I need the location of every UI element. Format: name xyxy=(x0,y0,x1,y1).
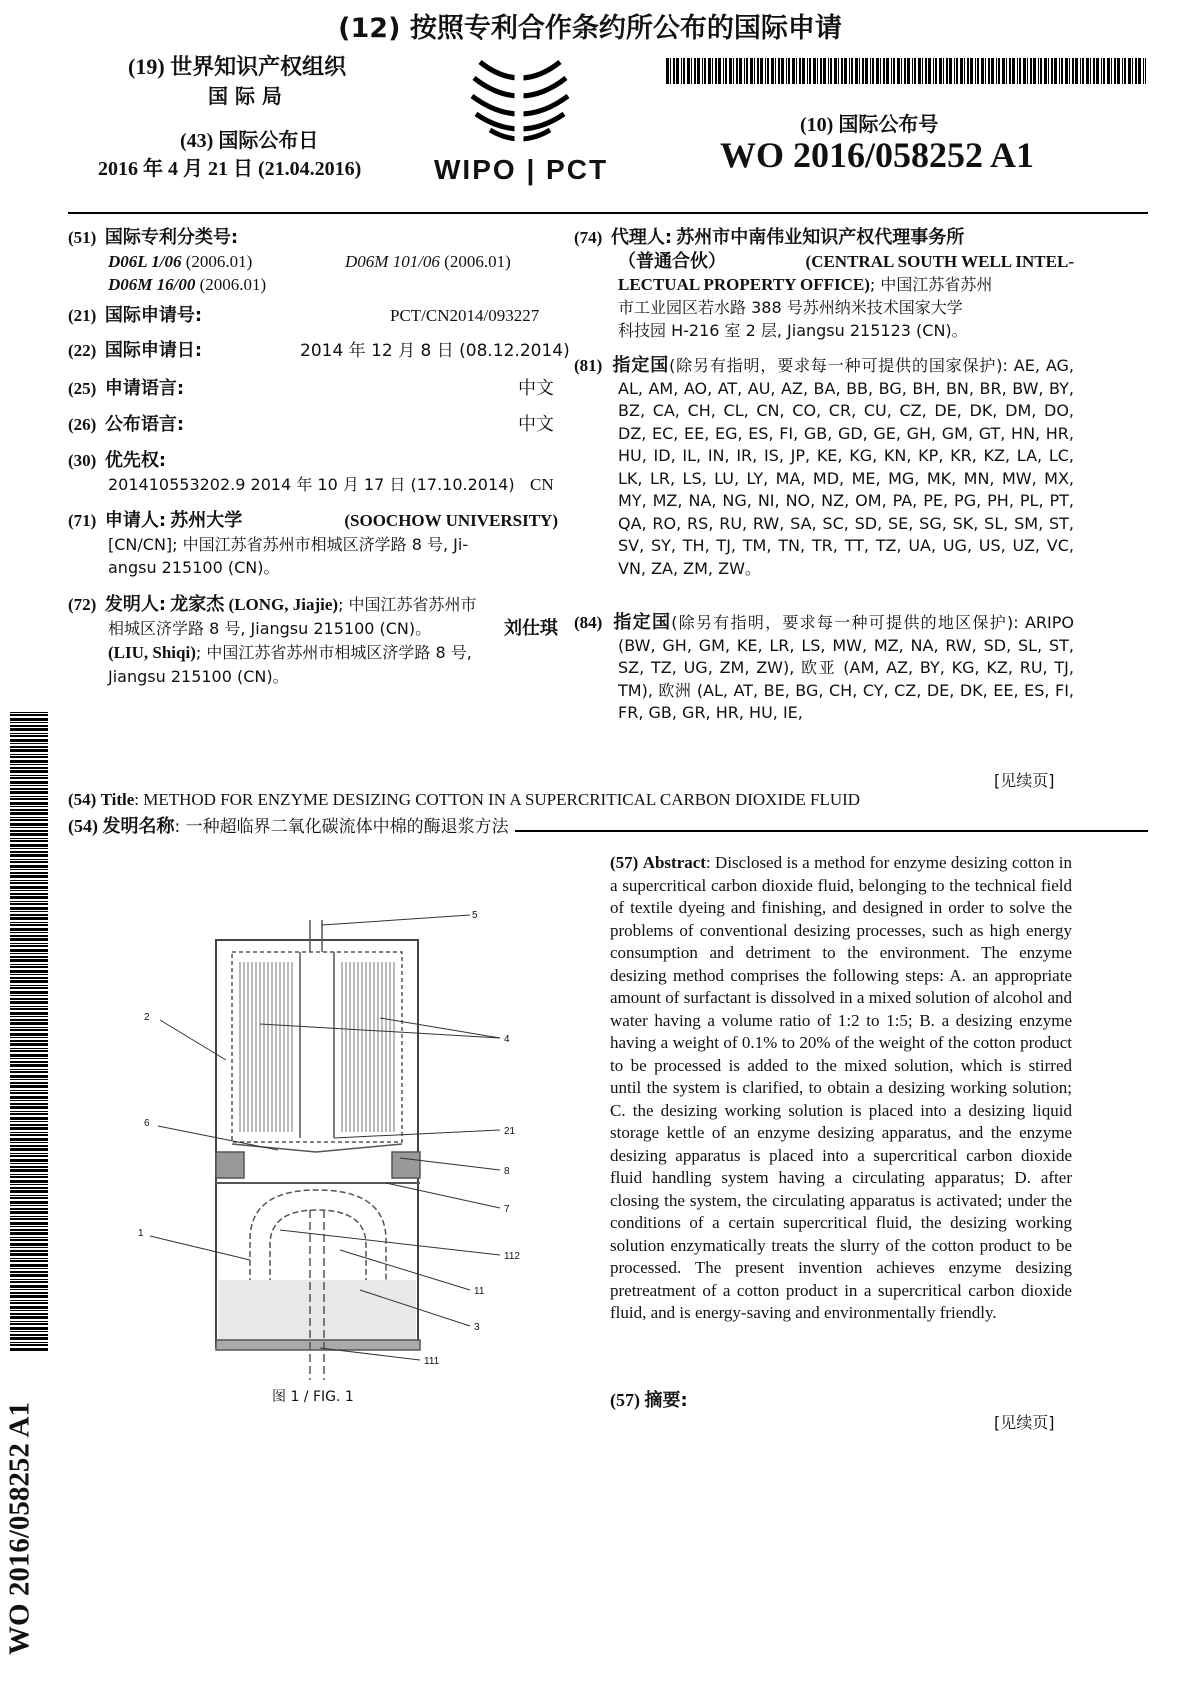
f51-class-3: D06M 16/00 (2006.01) xyxy=(108,275,267,294)
document-title: (12) 按照专利合作条约所公布的国际申请 xyxy=(338,13,842,44)
pub-date-label: (43) 国际公布日 xyxy=(180,128,319,152)
figure-label-7: 7 xyxy=(504,1204,510,1215)
barcode-icon xyxy=(666,58,1146,84)
figure-label-1: 1 xyxy=(138,1228,144,1239)
f72-line-3: (LIU, Shiqi); 中国江苏省苏州市相城区济学路 8 号, xyxy=(108,643,472,662)
field-22-value: 2014 年 12 月 8 日 (08.12.2014) xyxy=(300,341,570,361)
f51-class-2: D06M 101/06 (2006.01) xyxy=(345,252,511,271)
figure-label-111: 111 xyxy=(424,1356,440,1367)
field-22-label: (22) 国际申请日: xyxy=(68,340,203,361)
figure-label-6: 6 xyxy=(144,1118,150,1129)
f71-line-2: [CN/CN]; 中国江苏省苏州市相城区济学路 8 号, Ji- xyxy=(108,535,469,554)
f74-line-4: 市工业园区若水路 388 号苏州纳米技术国家大学 xyxy=(618,298,963,317)
field-21-label: (21) 国际申请号: xyxy=(68,305,203,326)
org-sub: 国 际 局 xyxy=(208,84,282,108)
field-84: (84) 指定国(除另有指明，要求每一种可提供的地区保护): ARIPO (BW, GH, GM, KE, LR, LS, MW, MZ, NA, RW, SD, SL, ST, SZ, TZ, UG, ZM, ZW), 欧亚 (AM, AZ, BY, KG, KZ, RU, TJ, TM), 欧洲 (AL, AT, BE, BG, CH, CY, CZ, DE, DK, EE, ES, FI, FR, GB, GR, HR, HU, IE, xyxy=(574,612,1074,722)
org-name: (19) 世界知识产权组织 xyxy=(128,54,347,80)
f74-line-2: （普通合伙） (CENTRAL SOUTH WELL INTEL- xyxy=(618,251,1074,272)
field-25-value: 中文 xyxy=(518,378,554,399)
figure-label-4: 4 xyxy=(504,1034,510,1045)
f72-line-4: Jiangsu 215100 (CN)。 xyxy=(108,667,289,686)
figure-label-2: 2 xyxy=(144,1012,150,1023)
field-74: (74) 代理人: 苏州市中南伟业知识产权代理事务所 xyxy=(574,227,965,248)
figure-1-diagram xyxy=(130,900,570,1380)
pub-no-value: WO 2016/058252 A1 xyxy=(720,135,1035,175)
logo-text: WIPO | PCT xyxy=(434,154,609,185)
field-51: (51) 国际专利分类号: xyxy=(68,227,239,248)
title-en: (54) Title: METHOD FOR ENZYME DESIZING COTTON IN A SUPERCRITICAL CARBON DIOXIDE FLUID xyxy=(68,790,861,809)
field-26-label: (26) 公布语言: xyxy=(68,414,185,435)
field-30-value: 201410553202.9 2014 年 10 月 17 日 (17.10.2014) xyxy=(108,475,515,494)
field-72: (72) 发明人: 龙家杰 (LONG, Jiajie); 中国江苏省苏州市 xyxy=(68,594,477,615)
field-81: (81) 指定国(除另有指明，要求每一种可提供的国家保护): AE, AG, AL, AM, AO, AT, AU, AZ, BA, BB, BG, BH, BN, BR, BW, BY, BZ, CA, CH, CL, CN, CO, CR, CU, CZ, DE, DK, DM, DO, DZ, EC, EE, EG, ES, FI, GB, GD, GE, GH, GM, GT, HN, HR, HU, ID, IL, IN, IR, IS, JP, KE, KG, KN, KP, KR, KZ, LA, LC, LK, LR, LS, LU, LY, MA, MD, ME, MG, MK, MN, MW, MX, MY, MZ, NA, NG, NI, NO, NZ, OM, PA, PE, PG, PH, PL, PT, QA, RO, RS, RU, RW, SA, SC, SD, SE, SG, SK, SL, SM, ST, SV, SY, TH, TJ, TM, TN, TR, TT, TZ, UA, UG, US, UZ, VC, VN, ZA, ZM, ZW。 xyxy=(574,355,1075,578)
field-30-label: (30) 优先权: xyxy=(68,450,167,471)
pub-date-value: 2016 年 4 月 21 日 (21.04.2016) xyxy=(98,158,362,180)
figure-label-5: 5 xyxy=(472,910,478,921)
field-30-cc: CN xyxy=(530,475,554,494)
wipo-logo-icon xyxy=(460,44,580,156)
abstract-cn-label: (57) 摘要: xyxy=(610,1390,688,1411)
figure-label-112: 112 xyxy=(504,1251,520,1262)
title-cn: (54) 发明名称: 一种超临界二氧化碳流体中棉的酶退浆方法 xyxy=(68,812,515,838)
continued-note: [见续页] xyxy=(994,771,1055,790)
f72-line-2: 相城区济学路 8 号, Jiangsu 215100 (CN)。 刘仕琪 xyxy=(108,618,558,639)
field-26-value: 中文 xyxy=(518,414,554,435)
f74-line-3: LECTUAL PROPERTY OFFICE); 中国江苏省苏州 xyxy=(618,275,993,294)
pub-no-label: (10) 国际公布号 xyxy=(800,112,939,136)
figure-label-3: 3 xyxy=(474,1322,480,1333)
f74-line-5: 科技园 H-216 室 2 层, Jiangsu 215123 (CN)。 xyxy=(618,321,968,340)
f71-line-3: angsu 215100 (CN)。 xyxy=(108,558,280,577)
figure-label-11: 11 xyxy=(474,1286,485,1297)
figure-caption: 图 1 / FIG. 1 xyxy=(272,1389,354,1405)
figure-label-21: 21 xyxy=(504,1126,516,1137)
abstract-continued: [见续页] xyxy=(994,1413,1055,1432)
figure-label-8: 8 xyxy=(504,1166,510,1177)
field-71: (71) 申请人: 苏州大学 (SOOCHOW UNIVERSITY) xyxy=(68,510,558,531)
side-barcode-icon xyxy=(10,712,48,1352)
f51-class-1: D06L 1/06 (2006.01) xyxy=(108,252,253,271)
abstract-text: (57) Abstract: Disclosed is a method for enzyme desizing cotton in a supercritical carbon dioxide fluid, belonging to the technical field of textile dyeing and finishing, and designed in order to solve the problems of conventional desizing processes, such as high energy consumption and detriment to the environment. The enzyme desizing method comprises the following steps: A. an appropriate amount of surfactant is dissolved in a mixed solution of alcohol and water having a volume ratio of 1:2 to 1:5; B. a desizing enzyme having a weight of 0.1% to 20% of the weight of the cotton product to be processed is added to the mixed solution, which is stirred until the system is clarified, to obtain a desizing working solution; C. the desizing working solution is placed into a desizing liquid storage kettle of an enzyme desizing apparatus, and the enzyme desizing apparatus is placed into a supercritical carbon dioxide fluid handling system having a circulating apparatus; D. after closing the system, the circulating apparatus is activated; under the conditions of a certain supercritical fluid, the desizing working solution enzymatically treats the slurry of the cotton product to be processed. The present invention achieves enzyme desizing pretreatment of a cotton product in a supercritical carbon dioxide fluid, and is energy-saving and environmentally friendly. xyxy=(610,853,1072,1322)
side-pub-number: WO 2016/058252 A1 xyxy=(3,1402,36,1655)
header-divider xyxy=(68,212,1148,214)
field-25-label: (25) 申请语言: xyxy=(68,378,185,399)
field-21-value: PCT/CN2014/093227 xyxy=(390,306,540,325)
